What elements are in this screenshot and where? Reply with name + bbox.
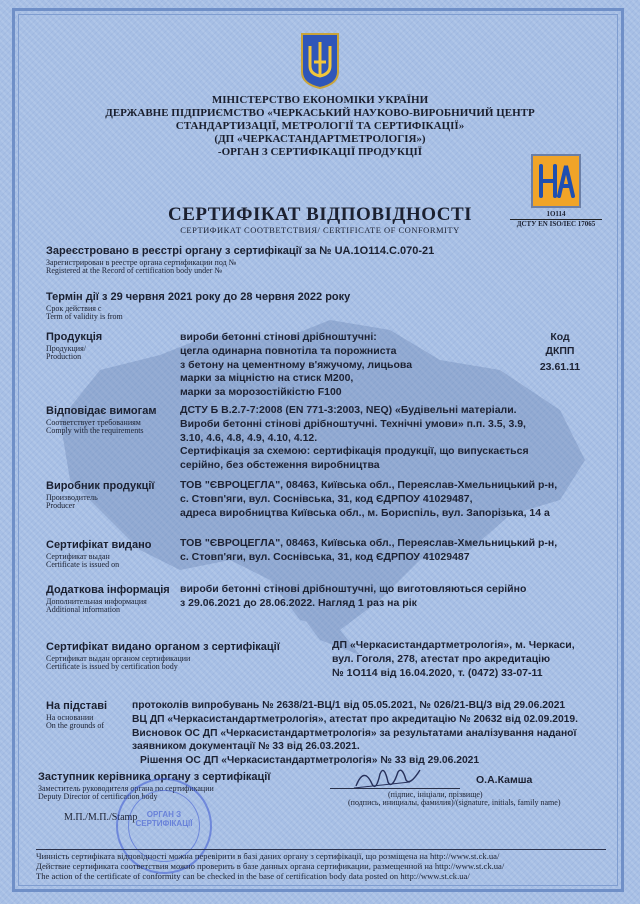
issued-by-line: ДП «Черкасистандартметрологія», м. Черкаси, [332, 639, 575, 651]
product-description [180, 331, 412, 400]
producer-ru: Производитель [46, 493, 98, 502]
product-line: марки за міцністю на стиск М200, [180, 372, 354, 385]
requirements-line: 3.10, 4.6, 4.8, 4.9, 4.10, 4.12. [180, 431, 318, 444]
stamp-text [118, 810, 210, 828]
product-line: з бетону на цементному в'яжучому, лицьова [180, 358, 413, 371]
issued-to-line: с. Стовп'яги, вул. Соснівська, 31, код ЄДРПОУ 41029487 [180, 550, 470, 563]
footer [36, 849, 606, 881]
stamp-text-line: СЕРТИФІКАЦІЇ [135, 819, 193, 828]
signatory-title-en: Deputy Director of certification body [38, 792, 158, 801]
additional-info-line: з 29.06.2021 до 28.06.2022. Нагляд 1 раз на рік [180, 596, 417, 609]
footer-line-en: The action of the certificate of conformity can be checked in the base of certification body data posted on http://www.st.ck.ua/ [36, 871, 470, 881]
validity-ru: Срок действия с [46, 304, 102, 313]
requirements-line: Вироби бетонні стінові дрібноштучні. Технічні умови» п.п. 3.5, 3.9, [180, 417, 526, 430]
issued-by-ru: Сертификат выдан органом сертификации [46, 654, 191, 663]
accreditation-number: 1О114 [546, 210, 566, 218]
producer-line: адреса виробництва Київська обл., м. Бориспіль, вул. Запорізька, 14 а [180, 506, 550, 519]
producer-en: Producer [46, 501, 75, 510]
signature-line [330, 788, 460, 789]
product-line: вироби бетонні стінові дрібноштучні: [180, 331, 377, 343]
issued-by-text [332, 639, 575, 680]
product-ru: Продукция/ [46, 344, 86, 353]
product-label: Продукція [46, 331, 103, 343]
additional-info-ru: Дополнительная информация [46, 597, 147, 606]
requirements-line: серійно, без обстеження виробництва [180, 459, 380, 472]
certificate-subtitle: СЕРТИФИКАТ СООТВЕТСТВИЯ/ CERTIFICATE OF CONFORMITY [180, 225, 460, 235]
grounds-line: Висновок ОС ДП «Черкасистандартметрологія» за результатами аналізування наданої [132, 727, 577, 739]
grounds-line: ВЦ ДП «Черкасистандартметрологія», атестат про акредитацію № 20632 від 02.09.2019. [132, 713, 578, 725]
issued-by-en: Certificate is issued by certification body [46, 662, 178, 671]
stamp-text-line: ОРГАН З [146, 810, 182, 819]
grounds-label: На підставі [46, 700, 108, 712]
enterprise-name-line-1: ДЕРЖАВНЕ ПІДПРИЄМСТВО «ЧЕРКАСЬКИЙ НАУКОВО-ВИРОБНИЧИЙ ЦЕНТР [105, 107, 535, 119]
grounds-line: Рішення ОС ДП «Черкасистандартметрологія» № 33 від 29.06.2021 [140, 755, 480, 767]
footer-line-ru: Действие сертификата соответствия можно проверить в базе данных органа сертификации, размещенной на http://www.st.ck.ua/ [36, 861, 505, 871]
accreditation-mark-icon [533, 156, 579, 206]
product-code-value: 23.61.11 [539, 360, 581, 373]
footer-line-uk: Чинність сертифіката відповідності можна перевірити в базі даних органу з сертифікації, що розміщена на http://www.st.ck.ua/ [36, 851, 500, 861]
requirements-line: Сертифікація за схемою: сертифікація продукції, що випускається [180, 445, 529, 458]
product-code-classifier: ДКПП [545, 344, 575, 357]
signatory-name: О.А.Камша [476, 774, 533, 786]
grounds-en: On the grounds of [46, 721, 104, 730]
issued-by-line: № 1О114 від 16.04.2020, т. (0472) 33-07-11 [332, 666, 543, 679]
validity-en: Term of validity is from [46, 312, 123, 321]
signatory-title: Заступник керівника органу з сертифікації [38, 771, 271, 783]
product-line: марки за морозостійкістю F100 [180, 386, 342, 399]
product-code [530, 331, 590, 374]
issued-by-label: Сертифікат видано органом з сертифікації [46, 641, 280, 653]
requirements-line: ДСТУ Б В.2.7-7:2008 (EN 771-3:2003, NEQ) «Будівельні матеріали. [180, 404, 517, 416]
grounds-ru: На основании [46, 713, 94, 722]
issued-to-ru: Сертификат выдан [46, 552, 110, 561]
producer-line: с. Стовп'яги, вул. Соснівська, 31, код ЄДРПОУ 41029487, [180, 492, 473, 505]
certification-body-role: -ОРГАН З СЕРТИФІКАЦІЇ ПРОДУКЦІЇ [217, 146, 423, 158]
issued-to-label: Сертифікат видано [46, 539, 152, 551]
requirements-text [180, 404, 529, 473]
producer-label: Виробник продукції [46, 480, 155, 492]
trident-emblem-icon [300, 32, 340, 90]
ministry-name: МІНІСТЕРСТВО ЕКОНОМІКИ УКРАЇНИ [211, 94, 429, 106]
additional-info-label: Додаткова інформація [46, 584, 170, 596]
requirements-ru: Соответствует требованиям [46, 418, 141, 427]
grounds-line: протоколів випробувань № 2638/21-ВЦ/1 від 05.05.2021, № 026/21-ВЦ/3 від 29.06.2021 [132, 700, 566, 711]
accreditation-standard: ДСТУ EN ISO/IEC 17065 [510, 219, 602, 229]
issued-by-line: вул. Гоголя, 278, атестат про акредитацію [332, 652, 551, 665]
issued-to-line: ТОВ "ЄВРОЦЕГЛА", 08463, Київська обл., Переяслав-Хмельницький р-н, [180, 537, 558, 549]
validity-label: Термін дії з 29 червня 2021 року до 28 червня 2022 року [46, 291, 351, 303]
signature-caption: (підпис, ініціали, прізвище) [388, 790, 483, 799]
accreditation-logo [531, 154, 581, 208]
enterprise-name-line-3: (ДП «ЧЕРКАСТАНДАРТМЕТРОЛОГІЯ») [214, 133, 426, 145]
signatory-title-ru: Заместитель руководителя органа по сертификации [38, 784, 214, 793]
requirements-label: Відповідає вимогам [46, 405, 157, 417]
grounds-line: заявником документації № 33 від 26.03.2021. [132, 741, 360, 753]
enterprise-name-line-2: СТАНДАРТИЗАЦІЇ, МЕТРОЛОГІЇ ТА СЕРТИФІКАЦІЇ» [175, 120, 465, 132]
stamp-place-label: М.П./М.П./Stamp [64, 812, 138, 823]
registration-en: Registered at the Record of certification body under № [46, 266, 223, 275]
additional-info-line: вироби бетонні стінові дрібноштучні, що виготовляються серійно [180, 583, 527, 595]
product-line: цегла одинарна повнотіла та порожниста [180, 344, 397, 357]
certificate-title: СЕРТИФІКАТ ВІДПОВІДНОСТІ [167, 204, 473, 225]
issued-to-en: Certificate is issued on [46, 560, 120, 569]
producer-text [180, 479, 557, 520]
registration-ru: Зарегистрирован в реестре органа сертификации под № [46, 258, 237, 267]
signature-caption-ru-en: (подпись, инициалы, фамилия)/(signature, initials, family name) [348, 798, 561, 807]
additional-info-en: Additional information [46, 605, 120, 614]
product-en: Production [46, 352, 82, 361]
producer-line: ТОВ "ЄВРОЦЕГЛА", 08463, Київська обл., Переяслав-Хмельницький р-н, [180, 479, 558, 491]
requirements-en: Comply with the requirements [46, 426, 144, 435]
grounds-text [132, 699, 578, 768]
issued-to-text [180, 537, 557, 565]
additional-info-text [180, 583, 526, 611]
product-code-label: Код [550, 331, 570, 343]
registration-label: Зареєстровано в реєстрі органу з сертифікації за № UA.1О114.С.070-21 [46, 245, 435, 257]
